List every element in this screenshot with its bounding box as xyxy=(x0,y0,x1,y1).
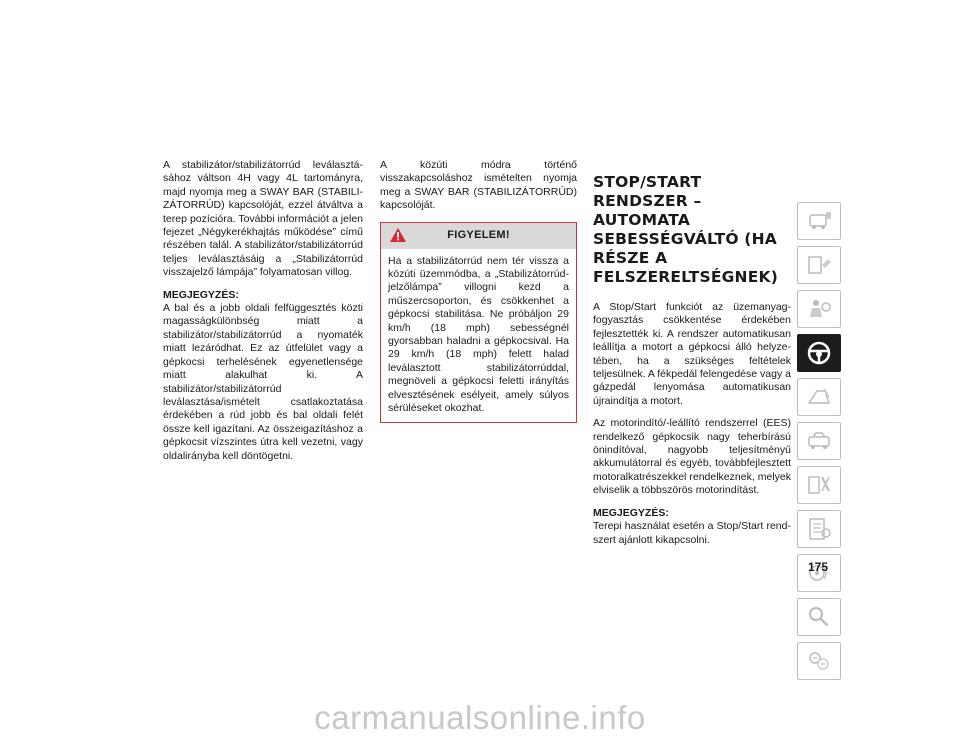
tab-emergency[interactable] xyxy=(797,378,841,416)
column-middle xyxy=(380,159,577,423)
note-label: MEGJEGYZÉS: xyxy=(163,288,239,301)
tab-safety[interactable] xyxy=(797,246,841,284)
tab-maintenance[interactable] xyxy=(797,466,841,504)
sway-bar-disconnect-paragraph: A stabilizátor/stabilizátorrúd leválasztásához váltson 4H vagy 4L tartományra, majd nyomja meg a SWAY BAR (STABILIZÁTORRÚD) kapcsolóját, ezzel átváltva a terep pozícióra. További információt a jelen fejezet „Négykerékhajtás működése” című részében talál. A stabilizátor/stabilizátorrúd teljes leválasztásáig a „Stabilizátorrúd visszajelző lámpája” folyamatosan villog. xyxy=(163,159,363,279)
safety-icon xyxy=(804,251,834,279)
chapter-tabs xyxy=(797,202,841,686)
note-text: A bal és a jobb oldali felfüggesztés közti magasságkülönbség miatt a stabilizátor/stabilizátorrúd a nyomaték miatt lezáródhat. Ez az útfelület vagy a gépkocsi terhelésének egyenetlensége miatt alakulhat ki. A stabilizátor/stabilizátorrúd leválasztása/ismételt csatlakoztatása érdekében a rúd jobb és bal oldali felét össze kell igazítani. Az összeigazításhoz a gépkocsit vízszintes útra kell vezetni, vagy oldalirányba kell döntögetni. xyxy=(163,302,363,462)
watermark: carmanualsonline.info xyxy=(314,699,646,736)
airbag-icon xyxy=(804,295,834,323)
emergency-icon xyxy=(804,383,834,411)
warning-text: Ha a stabilizátorrúd nem tér vissza a közúti üzemmódba, a „Stabilizátorrúd-jelzőlámpa” villogni kezd a műszercsoporton, és csökkenhet a gépkocsi stabilitása. Ne próbáljon 29 km/h (18 mph) sebességnél gyorsabban haladni a gépkocsival. Ha 29 km/h (18 mph) felett halad leválasztott stabilizátorrúddal, megnöveli a gépkocsi feletti irányítás elvesztésének esélyeit, amely súlyos sérüléseket okozhat. xyxy=(388,254,569,415)
tab-car-info[interactable] xyxy=(797,202,841,240)
note-text: Terepi használat esetén a Stop/Start rendszert ajánlott kikapcsolni. xyxy=(593,520,791,546)
service-car-icon xyxy=(804,427,834,455)
tab-airbag[interactable] xyxy=(797,290,841,328)
ees-paragraph: Az motorindító/-leállító rendszerrel (EES) rendelkező gépkocsik nagy teherbírású önindítóval, nagyobb teljesítményű akkumulátorral és egyéb, továbbfejlesztett motoralkatrészekkel rendelkeznek, melyek elviselik a többszörös motorindítást. xyxy=(593,417,791,497)
warning-box xyxy=(380,222,577,423)
language-icon xyxy=(804,647,834,675)
tab-specifications[interactable] xyxy=(797,510,841,548)
warning-triangle-icon xyxy=(389,227,407,243)
specifications-icon xyxy=(804,515,834,543)
note-label: MEGJEGYZÉS: xyxy=(593,506,669,519)
tab-service[interactable] xyxy=(797,422,841,460)
tab-language[interactable] xyxy=(797,642,841,680)
stop-start-intro-paragraph: A Stop/Start funkciót az üzemanyag-fogyasztás csökkentése érdekében fejlesztették ki. A rendszer automatikusan leállítja a motort a gépkocsi álló helyzetében, ha a szükséges feltételek teljesülnek. A fékpedál felengedése vagy a gázpedál lenyomása automatikusan újraindítja a motort. xyxy=(593,301,791,407)
tools-icon xyxy=(804,471,834,499)
index-search-icon xyxy=(804,603,834,631)
tab-driving[interactable] xyxy=(797,334,841,372)
road-mode-paragraph: A közúti módra történő visszakapcsoláshoz ismételten nyomja meg a SWAY BAR (STABILIZÁTORRÚD) kapcsolóját. xyxy=(380,159,577,212)
steering-wheel-icon xyxy=(804,339,834,367)
warning-title: FIGYELEM! xyxy=(447,228,510,241)
column-left xyxy=(163,159,363,472)
tab-index[interactable] xyxy=(797,598,841,636)
section-title: STOP/START RENDSZER – AUTOMATA SEBESSÉGVÁLTÓ (HA RÉSZE A FELSZERELTSÉGNEK) xyxy=(593,173,778,286)
car-info-icon xyxy=(804,207,834,235)
column-right xyxy=(593,159,791,556)
page-number: 175 xyxy=(807,560,829,574)
warning-header xyxy=(381,223,576,249)
